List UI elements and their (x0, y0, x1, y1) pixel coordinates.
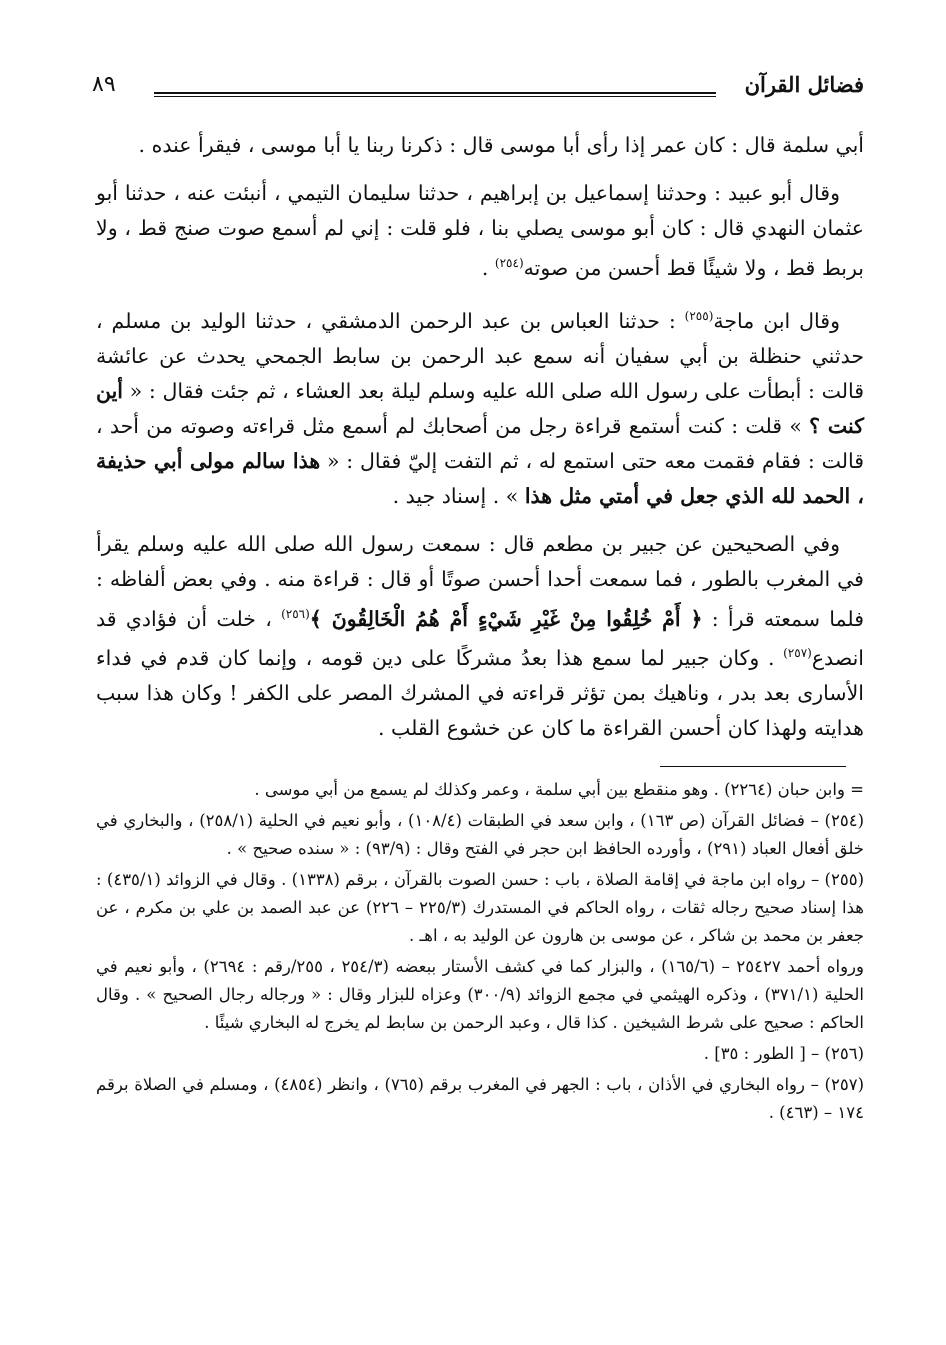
footnote-separator (660, 766, 846, 767)
paragraph-1: أبي سلمة قال : كان عمر إذا رأى أبا موسى قال : ذكرنا ربنا يا أبا موسى ، فيقرأ عنده . (138, 133, 864, 157)
paragraph-3 (96, 299, 864, 514)
main-text (96, 128, 864, 759)
page-number: ٨٩ (92, 72, 116, 97)
paragraph-4 (96, 527, 864, 747)
footnote-ref-255[interactable]: (٢٥٥) (684, 308, 714, 323)
paragraph-3-a: وقال ابن ماجة (713, 308, 840, 333)
footnotes (96, 776, 864, 1130)
header-rule (154, 92, 716, 94)
footnote-257: (٢٥٧) – رواه البخاري في الأذان ، باب : الجهر في المغرب برقم (٧٦٥) ، وانظر (٤٨٥٤) ، ومسلم في الصلاة برقم ١٧٤ – (٤٦٣) . (96, 1075, 864, 1122)
paragraph-3-c: » قلت : كنت أستمع قراءة رجل من أصحابك لم أسمع مثل قراءته وصوته من أحد ، قالت : فقام فقمت معه حتى استمع له ، ثم التفت إليّ فقال : « (96, 413, 864, 473)
page-header (92, 72, 864, 106)
hadith-quote-2: هذا سالم مولى أبي حذيفة ، الحمد لله الذي جعل في أمتي مثل هذا (96, 448, 864, 508)
footnote-255-continued: ورواه أحمد ٢٥٤٢٧ – (١٦٥/٦) ، والبزار كما في كشف الأستار ببعضه (٢٥٤/٣ ، ٢٥٥/رقم : ٢٦٩٤) ، وأبو نعيم في الحلية (٣٧١/١) ، وذكره الهيثمي في مجمع الزوائد (٣٠٠/٩) وعزاه للبزار وقال : « ورجاله رجال الصحيح » . وقال الحاكم : صحيح على شرط الشيخين . كذا قال ، وعبد الرحمن بن سابط لم يخرج له البخاري شيئًا . (96, 957, 865, 1032)
paragraph-3-b: : حدثنا العباس بن عبد الرحمن الدمشقي ، حدثنا الوليد بن مسلم ، حدثني حنظلة بن أبي سفيان أنه سمع عبد الرحمن بن سابط الجمحي يحدث عن عائشة قالت : أبطأت على رسول الله صلى الله عليه وسلم ليلة بعد العشاء ، ثم جئت فقال : « (96, 308, 864, 403)
paragraph-3-d: » . إسناد جيد . (392, 483, 525, 508)
footnote-255: (٢٥٥) – رواه ابن ماجة في إقامة الصلاة ، باب : حسن الصوت بالقرآن ، برقم (١٣٣٨) . وقال في الزوائد (٤٣٥/١) : هذا إسناد صحيح رجاله ثقات ، رواه الحاكم في المستدرك (٢٢٥/٣ – ٢٢٦) عن عبد الصمد بن علي بن مكرم ، عن جعفر بن محمد بن شاكر ، عن موسى بن هارون عن الوليد به ، اهـ . (96, 870, 864, 945)
footnote-256: (٢٥٦) – [ الطور : ٣٥] . (703, 1044, 864, 1063)
footnote-ref-254[interactable]: (٢٥٤) (494, 256, 524, 270)
footnote-254: (٢٥٤) – فضائل القرآن (ص ١٦٣) ، وابن سعد في الطبقات (١٠٨/٤) ، وأبو نعيم في الحلية (٢٥٨/١) ، والبخاري في خلق أفعال العباد (٢٩١) ، وأورده الحافظ ابن حجر في الفتح وقال : (٩٣/٩) : « سنده صحيح » . (96, 811, 865, 858)
paragraph-4-a: وفي الصحيحين عن جبير بن مطعم قال : سمعت رسول الله صلى الله عليه وسلم يقرأ في المغرب بالطور ، فما سمعت أحدا أحسن صوتًا أو قال : قراءة منه . وفي بعض ألفاظه : فلما سمعته قرأ : (96, 531, 864, 631)
footnote-continued: = وابن حبان (٢٢٦٤) . وهو منقطع بين أبي سلمة ، وعمر وكذلك لم يسمع من أبي موسى . (254, 780, 864, 799)
running-title: فضائل القرآن (744, 72, 864, 97)
header-rule-thin (154, 96, 716, 97)
hadith-quote-1: أين كنت ؟ (96, 378, 864, 438)
paragraph-4-b: ، خلت أن فؤادي قد انصدع (96, 606, 864, 671)
paragraph-4-c: . وكان جبير لما سمع هذا بعدُ مشركًا على دين قومه ، وإنما كان قدم في فداء الأسارى بعد بدر ، وناهيك بمن تؤثر قراءته في المشرك المصر على الكفر ! وكان هذا سبب هدايته ولهذا كان أحسن القراءة ما كان عن خشوع القلب . (96, 646, 864, 741)
quran-verse: ﴿ أَمْ خُلِقُوا مِنْ غَيْرِ شَيْءٍ أَمْ هُمُ الْخَالِقُونَ ﴾ (309, 606, 703, 631)
paragraph-2 (96, 176, 864, 286)
footnote-ref-256[interactable]: (٢٥٦) (281, 606, 310, 621)
paragraph-2-text: وقال أبو عبيد : وحدثنا إسماعيل بن إبراهيم ، حدثنا سليمان التيمي ، أنبئت عنه ، حدثنا أبو عثمان النهدي قال : كان أبو موسى يصلي بنا ، فلو قلت : إني لم أسمع صوت صنج قط ، ولا بربط قط ، ولا شيئًا قط أحسن من صوته (96, 181, 864, 280)
paragraph-2-end: . (481, 255, 495, 280)
footnote-ref-257[interactable]: (٢٥٧) (783, 646, 812, 661)
